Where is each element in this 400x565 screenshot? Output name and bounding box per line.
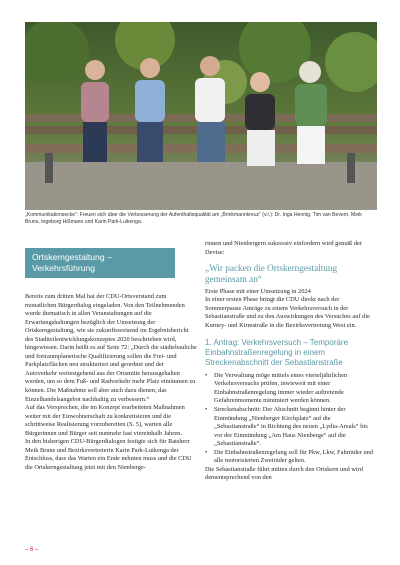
photo-caption: „Kommunikationsecke“: Freuen sich über die Verbesserung der Aufenthaltsqualität am „Brinkmannkreuz“ (v.l.): Dr. Inga Hennig, Tim van Bevern, Meik Bruns, Ingeborg Hißmann und Karin Park-Luikenga. bbox=[25, 212, 362, 225]
closing-text: Die Sebastianstraße führt mitten durch den Ortskern und wird dementsprechend von den bbox=[205, 465, 363, 482]
paragraph: Auf das Versprechen, die im Konzept erarbeiteten Maßnahmen weiter mit der Einwohnerschaft zu konkretisieren und die schrittweise Realisierung vorzubereiten (S. 5), warten alle Bürgerinnen und Bürger seit nunmehr fast viereinhalb Jahren. bbox=[25, 404, 185, 437]
bullet-item: • Die Einbahnstraßenregelung soll für Pkw, Lkw, Fahrräder und alle motorisierten Zweiräder gelten. bbox=[205, 449, 377, 466]
intro-text: rinnen und Nienbergern sukzessiv einfordern wird gemäß der Devise: bbox=[205, 240, 362, 256]
right-column bbox=[205, 240, 377, 483]
phase-line: Erste Phase mit einer Umsetzung in 2024 bbox=[205, 287, 311, 295]
bullet-item: • Die Verwaltung möge mittels eines vierteljährlichen Verkehrsversuchs prüfen, inwieweit mit einer Einbahnstraßenregelung immer wieder auftretende Gefahrenmomente minimiert werden können. bbox=[205, 372, 377, 406]
left-column bbox=[25, 293, 197, 472]
section-heading: Ortskerngestaltung – Verkehrsführung bbox=[25, 248, 175, 278]
phase-text: In einer ersten Phase bringt die CDU direkt nach der Sommerpause Anträge zu einem Verkehrsversuch in der Sebastianstraße und zu den Auswirkungen des Versuches auf die Kurney- und Kirmstraße in die Bezirksvertretung West ein. bbox=[205, 296, 370, 329]
bullet-list bbox=[205, 372, 377, 466]
pull-quote: „Wir packen die Ortskerngestaltung gemeinsam an“ bbox=[205, 263, 338, 284]
group-photo bbox=[25, 22, 377, 210]
page-number: – 6 – bbox=[25, 547, 39, 553]
paragraph: In den bisherigen CDU-Bürgerdialogen festigte sich für Ratsherr Meik Bruns und Bezirksvertreterin Karin Park-Luikenga der Entschluss, dass das Warten ein Ende nehmen muss und die CDU die Ortskerngestaltung jetzt mit den Nienberge- bbox=[25, 438, 192, 471]
bullet-item: • Streckenabschnitt: Der Abschnitt beginnt hinter der Einmündung „Nienberger Kirchplatz“ auf die „Sebastianstraße“ in Richtung des neuen „Lydia-Areals“ bis vor der Einmündung „Am Haus Nienberge“ auf die „Sebastianstraße“. bbox=[205, 406, 377, 449]
paragraph: Bereits zum dritten Mal hat der CDU-Ortsverstand zum monatlichen Bürgerdialog eingeladen. Von den Teilnehmenden wurde thematisch in allen Veranstaltungen auf die Erwartungshaltungen bezüglich der Umsetzung der Ortskerngestaltung, wie sie zukunftsweisend im Ergebnisbericht des Stadtteilentwicklungskonzeptes 2020 beschrieben wird, hingewiesen. Darin heißt es auf Seite 72: „Durch die städtebauliche und freiraumplanerische Qualifizierung sollen die Frei- und Parkplatzflächen neu strukturiert und geordnet und der Autoverkehr weitestgehend aus der Ortsmitte herausgehalten werden, um so dem Fuß- und Radverkehr mehr Platz einräumen zu können. Die Maßnahme soll aber auch dazu dienen, das Einzelhandelsangebot nachhaltig zu verbessern.“ bbox=[25, 293, 197, 403]
subheading: 1. Antrag: Verkehrsversuch – Temporäre Einbahnstraßenregelung in einem Streckenabschnitt der Sebastianstraße bbox=[205, 338, 349, 368]
